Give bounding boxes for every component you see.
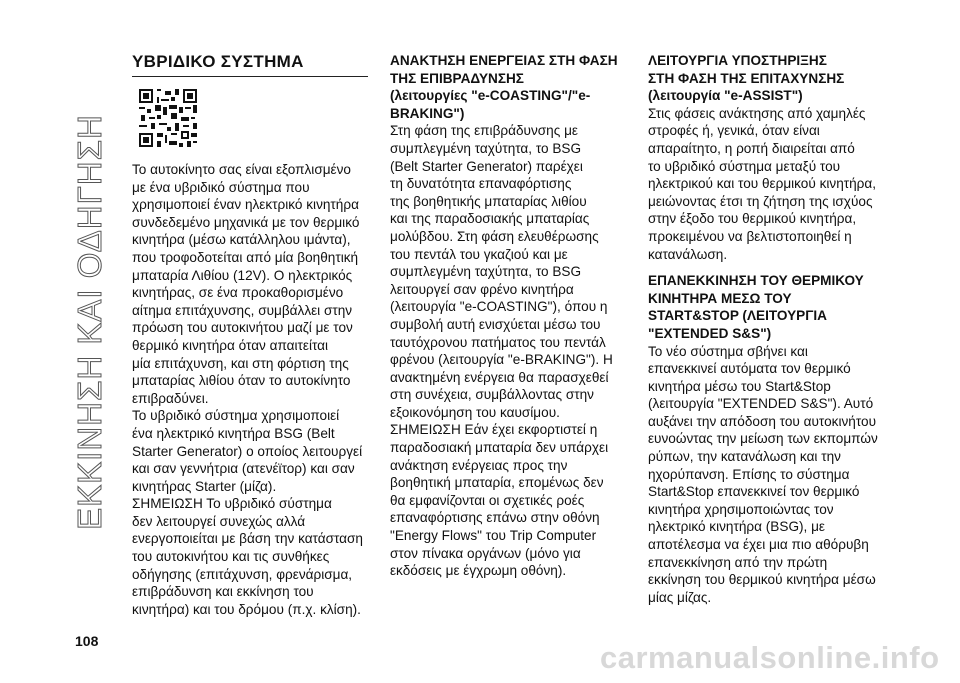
column-e-assist: [648, 52, 884, 606]
text-line: συμπλεγμένη ταχύτητα, το BSG: [390, 264, 582, 280]
text-line: συνδεδεμένο μηχανικά με τον θερμικό: [132, 214, 360, 230]
text-line: ΣΗΜΕΙΩΣΗ Εάν έχει εκφορτιστεί η: [390, 422, 598, 438]
heading-line: ΤΗΣ ΕΠΙΒΡΑΔΥΝΣΗΣ: [390, 70, 524, 86]
text-line: μολύβδου. Στη φάση ελευθέρωσης: [390, 228, 599, 244]
text-line: φρένου (λειτουργία "e-BRAKING"). Η: [390, 352, 613, 368]
column-energy-recovery: [390, 52, 625, 580]
text-line: το υβριδικό σύστημα μεταξύ του: [648, 158, 841, 174]
text-line: θερμικό κινητήρα όταν απαιτείται: [132, 337, 329, 353]
text-line: εξοικονόμηση του καυσίμου.: [390, 404, 560, 420]
heading-extended-ss: [648, 272, 884, 342]
heading-line: ΚΙΝΗΤΗΡΑ ΜΕΣΩ ΤΟΥ: [648, 290, 792, 306]
column-hybrid-system: [132, 52, 368, 618]
text-line: ανακτημένη ενέργεια θα παρασχεθεί: [390, 369, 609, 385]
text-line: στη συνέχεια, συμβάλλοντας στην: [390, 387, 594, 403]
text-line: πρόωση του αυτοκινήτου μαζί με τον: [132, 320, 353, 336]
text-line: λειτουργεί σαν φρένο κινητήρα: [390, 281, 574, 297]
text-line: (λειτουργία "EXTENDED S&S"). Αυτό: [648, 396, 874, 412]
text-line: αποτέλεσμα να έχει μια πιο αθόρυβη: [648, 537, 869, 553]
extended-ss-body: [648, 343, 884, 607]
heading-line: "EXTENDED S&S"): [648, 325, 772, 341]
text-line: θα εμφανίζονται οι σχετικές ροές: [390, 492, 585, 508]
text-line: ενεργοποιείται με βάση την κατάσταση: [132, 531, 363, 547]
hybrid-system-body: [132, 161, 368, 618]
text-line: ευνοώντας την μείωση των εκπομπών: [648, 431, 878, 447]
text-line: Start&Stop επανεκκινεί τον θερμικό: [648, 484, 860, 500]
text-line: ρύπων, την κατανάλωση και την: [648, 449, 841, 465]
text-line: και σαν γεννήτρια (ατενέϊτορ) και σαν: [132, 461, 355, 477]
section-title-hybrid: ΥΒΡΙΔΙΚΟ ΣΥΣΤΗΜΑ: [132, 52, 368, 77]
text-line: του πεντάλ του γκαζιού και με: [390, 246, 568, 262]
text-line: κινητήρα χρησιμοποιώντας τον: [648, 501, 834, 517]
text-line: "Energy Flows" του Trip Computer: [390, 528, 597, 544]
text-line: παραδοσιακή μπαταρία δεν υπάρχει: [390, 440, 609, 456]
text-line: μπαταρία Λιθίου (12V). Ο ηλεκτρικός: [132, 267, 353, 283]
text-line: εκκίνηση του θερμικού κινητήρα μέσω: [648, 572, 876, 588]
heading-e-assist: [648, 52, 884, 105]
text-line: δεν λειτουργεί συνεχώς αλλά: [132, 513, 306, 529]
text-line: επαναφόρτισης επάνω στην οθόνη: [390, 510, 600, 526]
text-line: κινητήρα μέσω του Start&Stop: [648, 378, 831, 394]
text-line: κινητήρας Starter (μίζα).: [132, 478, 277, 494]
text-line: προκειμένου να βελτιστοποιηθεί η: [648, 228, 852, 244]
text-line: επιβράδυνση και εκκίνηση του: [132, 584, 314, 600]
text-line: στην έξοδο του θερμικού κινητήρα,: [648, 211, 857, 227]
text-line: ταυτόχρονου πατήματος του πεντάλ: [390, 334, 606, 350]
text-line: κατανάλωση.: [648, 246, 728, 262]
text-line: Στις φάσεις ανάκτησης από χαμηλές: [648, 105, 866, 121]
text-line: εκδόσεις με έγχρωμη οθόνη).: [390, 563, 567, 579]
chapter-side-title-text: ΕΚΚΙΝΗΣΗ ΚΑΙ ΟΔΗΓΗΣΗ: [71, 114, 108, 530]
heading-line: BRAKING"): [390, 105, 465, 121]
text-line: (Belt Starter Generator) παρέχει: [390, 158, 583, 174]
text-line: Στη φάση της επιβράδυνσης με: [390, 123, 578, 139]
heading-line: ΑΝΑΚΤΗΣΗ ΕΝΕΡΓΕΙΑΣ ΣΤΗ ΦΑΣΗ: [390, 53, 618, 68]
text-line: τη δυνατότητα επαναφόρτισης: [390, 176, 572, 192]
text-line: κινητήρας, σε ένα προκαθορισμένο: [132, 285, 344, 301]
text-line: Starter Generator) ο οποίος λειτουργεί: [132, 443, 363, 459]
page-number: 108: [75, 633, 99, 649]
text-line: συμβολή αυτή ενισχύεται μέσω του: [390, 316, 601, 332]
text-line: ΣΗΜΕΙΩΣΗ Το υβριδικό σύστημα: [132, 496, 332, 512]
text-line: (λειτουργία "e-COASTING"), όπου η: [390, 299, 608, 315]
text-line: κινητήρα (μέσω κατάλληλου ιμάντα),: [132, 232, 351, 248]
text-line: αίτημα επιτάχυνσης, συμβάλλει στην: [132, 302, 353, 318]
chapter-side-title: [68, 22, 112, 622]
text-line: αυξάνει την απόδοση του αυτοκινήτου: [648, 413, 877, 429]
energy-recovery-body: [390, 122, 625, 579]
text-line: απαραίτητο, η ροπή διαιρείται από: [648, 140, 855, 156]
text-line: κινητήρα) και του δρόμου (π.χ. κλίση).: [132, 601, 361, 617]
text-line: Το αυτοκίνητο σας είναι εξοπλισμένο: [132, 162, 351, 177]
text-line: ένα ηλεκτρικό κινητήρα BSG (Belt: [132, 425, 335, 441]
heading-line: START&STOP (ΛΕΙΤΟΥΡΓΙΑ: [648, 308, 828, 324]
text-line: που τροφοδοτείται από μία βοηθητική: [132, 249, 359, 265]
text-line: επιβραδύνει.: [132, 390, 209, 406]
text-line: στον πίνακα οργάνων (μόνο για: [390, 545, 581, 561]
heading-line: (λειτουργία "e-ASSIST"): [648, 88, 803, 104]
text-line: ηλεκτρικό κινητήρα (BSG), με: [648, 519, 825, 535]
text-line: ανάκτηση ενέργειας προς την: [390, 457, 568, 473]
text-line: βοηθητική μπαταρία, επομένως δεν: [390, 475, 604, 491]
text-line: του αυτοκινήτου και τις συνθήκες: [132, 549, 330, 565]
text-line: συμπλεγμένη ταχύτητα, το BSG: [390, 140, 582, 156]
text-line: Το νέο σύστημα σβήνει και: [648, 343, 808, 359]
e-assist-body: [648, 105, 884, 263]
heading-line: ΣΤΗ ΦΑΣΗ ΤΗΣ ΕΠΙΤΑΧΥΝΣΗΣ: [648, 70, 845, 86]
text-line: ηχορύπανση. Επίσης το σύστημα: [648, 466, 850, 482]
watermark: carmanualsonline.info: [600, 640, 940, 675]
text-line: οδήγησης (επιτάχυνση, φρενάρισμα,: [132, 566, 353, 582]
text-line: μία επιτάχυνση, και στη φόρτιση της: [132, 355, 349, 371]
text-line: επανεκκίνηση από την πρώτη: [648, 554, 828, 570]
text-line: μπαταρίας λιθίου όταν το αυτοκίνητο: [132, 373, 351, 389]
text-line: μειώνοντας έτσι τη ζήτηση της ισχύος: [648, 193, 873, 209]
text-line: μίας μίζας.: [648, 589, 712, 605]
text-line: με ένα υβριδικό σύστημα που: [132, 179, 310, 195]
heading-line: ΕΠΑΝΕΚΚΙΝΗΣΗ ΤΟΥ ΘΕΡΜΙΚΟΥ: [648, 273, 864, 289]
text-line: και της παραδοσιακής μπαταρίας: [390, 211, 590, 227]
text-line: χρησιμοποιεί έναν ηλεκτρικό κινητήρα: [132, 197, 359, 213]
text-line: Το υβριδικό σύστημα χρησιμοποιεί: [132, 408, 340, 424]
text-line: στροφές ή, γενικά, όταν είναι: [648, 123, 820, 139]
heading-line: ΛΕΙΤΟΥΡΓΙΑ ΥΠΟΣΤΗΡΙΞΗΣ: [648, 53, 827, 68]
qr-code-icon: [137, 87, 199, 149]
text-line: ηλεκτρικού και του θερμικού κινητήρα,: [648, 176, 877, 192]
text-line: της βοηθητικής μπαταρίας λιθίου: [390, 193, 587, 209]
text-line: επανεκκινεί αυτόματα τον θερμικό: [648, 361, 851, 377]
heading-energy-recovery: [390, 52, 625, 122]
heading-line: (λειτουργίες "e-COASTING"/"e-: [390, 88, 591, 104]
